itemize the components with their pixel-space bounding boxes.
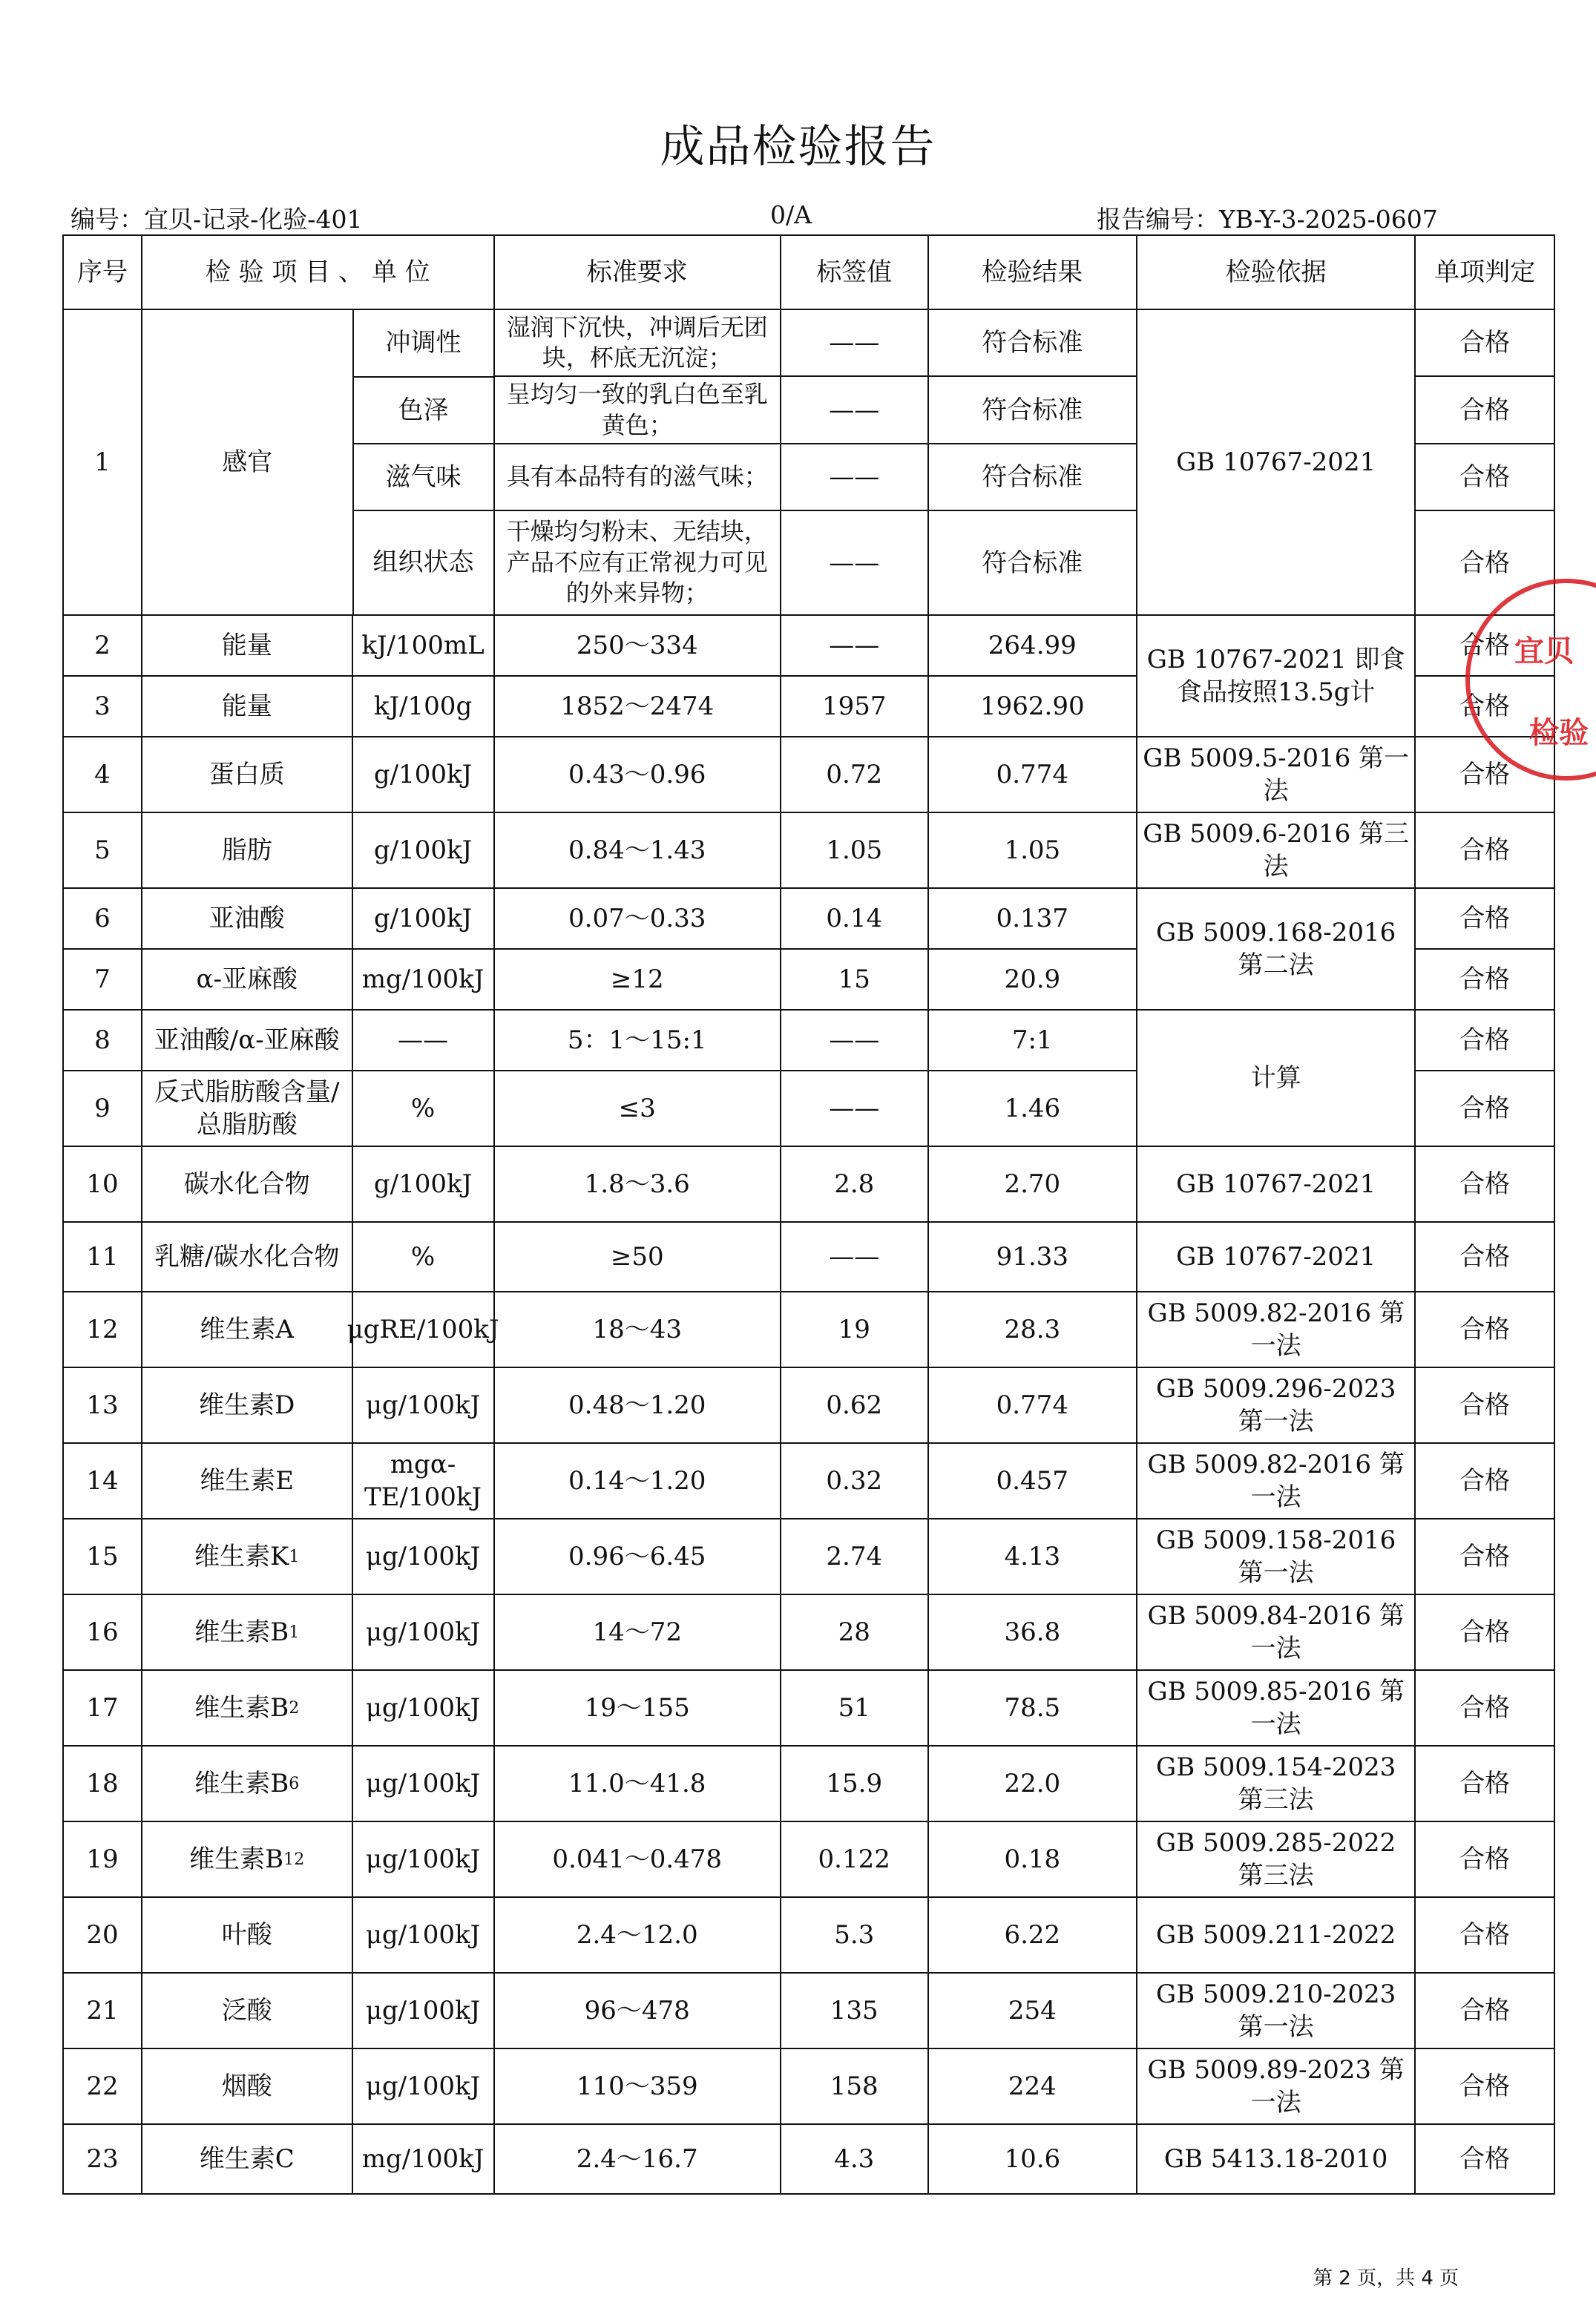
result-cell: 符合标准 xyxy=(928,376,1137,443)
item-unit-cell xyxy=(142,812,494,888)
result-cell: 0.457 xyxy=(928,1443,1137,1519)
label-value-cell: 0.122 xyxy=(781,1821,928,1897)
table-row xyxy=(63,1973,1554,2048)
verdict-cell: 合格 xyxy=(1415,1443,1554,1519)
item-unit-cell xyxy=(142,1670,494,1746)
standard-cell: ≤3 xyxy=(494,1071,781,1146)
basis-cell: GB 5009.84-2016 第一法 xyxy=(1137,1594,1415,1670)
label-value-cell: —— xyxy=(781,444,928,510)
table-row xyxy=(63,1146,1554,1222)
sensory-subtable xyxy=(142,310,493,614)
row-number: 18 xyxy=(63,1746,142,1821)
standard-cell: 0.43～0.96 xyxy=(494,737,781,812)
verdict-cell: 合格 xyxy=(1415,1594,1554,1670)
verdict-cell: 合格 xyxy=(1415,1222,1554,1292)
item-unit: g/100kJ xyxy=(373,759,473,789)
row-number: 16 xyxy=(63,1594,142,1670)
label-value-cell: —— xyxy=(781,1071,928,1146)
item-name xyxy=(142,1292,353,1367)
label-value-cell: —— xyxy=(781,510,928,615)
header-cell: 单项判定 xyxy=(1415,235,1554,309)
result-cell: 1962.90 xyxy=(928,676,1137,737)
result-cell: 4.13 xyxy=(928,1519,1137,1594)
item-unit: μg/100kJ xyxy=(365,1919,481,1950)
item-name-text: 维生素B xyxy=(194,1692,289,1723)
item-unit-cell xyxy=(142,1897,494,1973)
result-cell: 2.70 xyxy=(928,1146,1137,1222)
label-value-cell: 2.74 xyxy=(781,1519,928,1594)
item-name xyxy=(142,677,353,736)
label-value-cell: 4.3 xyxy=(781,2124,928,2194)
verdict-cell: 合格 xyxy=(1415,510,1554,615)
item-unit: —— xyxy=(398,1025,449,1055)
result-cell: 符合标准 xyxy=(928,444,1137,510)
header-cell: 标准要求 xyxy=(494,235,781,309)
record-number: 编号：宜贝-记录-化验-401 xyxy=(70,205,363,234)
verdict-cell: 合格 xyxy=(1415,1519,1554,1594)
item-name-text: 脂肪 xyxy=(221,835,272,865)
item-name-text: α-亚麻酸 xyxy=(196,964,298,994)
basis-cell: GB 10767-2021 xyxy=(1137,309,1415,615)
item-unit: mg/100kJ xyxy=(361,2143,485,2174)
header-cell: 检 验 项 目 、 单 位 xyxy=(142,235,494,309)
basis-cell: GB 5009.211-2022 xyxy=(1137,1897,1415,1973)
version-number: 0/A xyxy=(770,200,812,229)
row-number: 9 xyxy=(63,1071,142,1146)
label-value-cell: 0.62 xyxy=(781,1367,928,1443)
result-cell: 91.33 xyxy=(928,1222,1137,1292)
basis-cell: GB 5009.296-2023 第一法 xyxy=(1137,1367,1415,1443)
item-unit: g/100kJ xyxy=(373,835,473,865)
label-value-cell: 135 xyxy=(781,1973,928,2048)
result-cell: 符合标准 xyxy=(928,309,1137,376)
table-row xyxy=(63,2124,1554,2194)
result-cell: 22.0 xyxy=(928,1746,1137,1821)
item-unit: g/100kJ xyxy=(373,1169,473,1199)
standard-cell: 1.8～3.6 xyxy=(494,1146,781,1222)
verdict-cell: 合格 xyxy=(1415,444,1554,510)
item-unit: μg/100kJ xyxy=(365,1995,481,2025)
standard-cell: 14～72 xyxy=(494,1594,781,1670)
item-unit: μg/100kJ xyxy=(365,1692,481,1723)
row-number: 6 xyxy=(63,888,142,949)
table-row xyxy=(63,1292,1554,1367)
item-unit-cell xyxy=(142,737,494,812)
row-number: 2 xyxy=(63,615,142,676)
result-cell: 0.137 xyxy=(928,888,1137,949)
standard-cell: 5：1～15:1 xyxy=(494,1010,781,1071)
item-name xyxy=(142,2049,353,2123)
row-number: 20 xyxy=(63,1897,142,1973)
verdict-cell: 合格 xyxy=(1415,2124,1554,2194)
standard-cell: 0.14～1.20 xyxy=(494,1443,781,1519)
table-row xyxy=(63,1367,1554,1443)
item-name xyxy=(142,737,353,812)
standard-cell: 2.4～12.0 xyxy=(494,1897,781,1973)
item-name xyxy=(142,1898,353,1972)
verdict-cell: 合格 xyxy=(1415,1897,1554,1973)
item-name: 维生素B 1 xyxy=(142,1595,353,1669)
sensory-subitem: 冲调性 xyxy=(353,310,493,377)
item-unit-cell xyxy=(142,615,494,676)
item-name-text: 维生素D xyxy=(199,1390,295,1420)
item-unit: μg/100kJ xyxy=(365,1541,481,1571)
label-value-cell: 1957 xyxy=(781,676,928,737)
item-unit: μg/100kJ xyxy=(365,2071,481,2101)
table-body xyxy=(63,309,1554,2194)
verdict-cell: 合格 xyxy=(1415,309,1554,376)
label-value-cell: 15 xyxy=(781,949,928,1010)
item-name: 维生素B 12 xyxy=(142,1822,353,1896)
result-cell: 0.18 xyxy=(928,1821,1137,1897)
result-cell: 10.6 xyxy=(928,2124,1137,2194)
table-row xyxy=(63,2048,1554,2124)
label-value-cell: —— xyxy=(781,1010,928,1071)
table-row xyxy=(63,888,1554,949)
item-name: 维生素B 6 xyxy=(142,1747,353,1821)
item-unit: kJ/100mL xyxy=(361,630,485,660)
row-number: 3 xyxy=(63,676,142,737)
item-name-text: 蛋白质 xyxy=(208,759,285,789)
table-row xyxy=(63,737,1554,812)
item-unit-cell xyxy=(142,1519,494,1594)
header-cell: 序号 xyxy=(63,235,142,309)
item-name xyxy=(142,1974,353,2048)
item-name-text: 乳糖/碳水化合物 xyxy=(154,1241,340,1272)
sensory-subitem: 组织状态 xyxy=(372,548,474,578)
table-row xyxy=(63,1443,1554,1519)
standard-cell: 0.07～0.33 xyxy=(494,888,781,949)
standard-cell: 0.84～1.43 xyxy=(494,812,781,888)
standard-cell: 2.4～16.7 xyxy=(494,2124,781,2194)
result-cell: 224 xyxy=(928,2048,1137,2124)
standard-cell: 18～43 xyxy=(494,1292,781,1367)
item-unit: μg/100kJ xyxy=(365,1844,481,1874)
row-number: 8 xyxy=(63,1010,142,1071)
header-cell: 标签值 xyxy=(781,235,928,309)
item-name-text: 维生素B xyxy=(189,1844,284,1874)
report-title: 成品检验报告 xyxy=(660,121,936,173)
row-number: 10 xyxy=(63,1146,142,1222)
basis-cell: GB 5009.285-2022 第三法 xyxy=(1137,1821,1415,1897)
standard-cell: ≥50 xyxy=(494,1222,781,1292)
sensory-subitem: 滋气味 xyxy=(353,444,493,510)
item-name xyxy=(142,813,353,887)
item-unit-cell xyxy=(142,1746,494,1821)
result-cell: 1.46 xyxy=(928,1071,1137,1146)
label-value-cell: —— xyxy=(781,376,928,443)
item-unit-cell xyxy=(142,2124,494,2194)
basis-cell: 计算 xyxy=(1137,1010,1415,1146)
sensory-subrow xyxy=(142,310,493,377)
standard-cell: 19～155 xyxy=(494,1670,781,1746)
verdict-cell: 合格 xyxy=(1415,676,1554,737)
verdict-cell: 合格 xyxy=(1415,1367,1554,1443)
item-unit-cell xyxy=(142,1222,494,1292)
standard-cell: 0.48～1.20 xyxy=(494,1367,781,1443)
row-number: 21 xyxy=(63,1973,142,2048)
row-number: 13 xyxy=(63,1367,142,1443)
verdict-cell: 合格 xyxy=(1415,1670,1554,1746)
item-name-text: 维生素K xyxy=(194,1541,289,1571)
item-unit: μg/100kJ xyxy=(365,1390,481,1420)
result-cell: 20.9 xyxy=(928,949,1137,1010)
table-row xyxy=(63,812,1554,888)
table-row xyxy=(63,1821,1554,1897)
verdict-cell: 合格 xyxy=(1415,888,1554,949)
item-name-text: 烟酸 xyxy=(221,2071,272,2101)
table-row xyxy=(63,1519,1554,1594)
basis-cell: GB 5009.82-2016 第一法 xyxy=(1137,1292,1415,1367)
standard-cell: 250～334 xyxy=(494,615,781,676)
basis-cell: GB 10767-2021 xyxy=(1137,1222,1415,1292)
item-name: 维生素B 2 xyxy=(142,1671,353,1745)
label-value-cell: 1.05 xyxy=(781,812,928,888)
basis-cell: GB 5009.85-2016 第一法 xyxy=(1137,1670,1415,1746)
item-unit-cell xyxy=(142,1010,494,1071)
row-number: 17 xyxy=(63,1670,142,1746)
item-name xyxy=(142,950,353,1009)
item-unit-cell xyxy=(142,888,494,949)
row-number: 5 xyxy=(63,812,142,888)
item-name xyxy=(142,1011,353,1070)
seal-text-top: 宜贝 xyxy=(1514,634,1574,668)
verdict-cell: 合格 xyxy=(1415,737,1554,812)
report-number: 报告编号：YB-Y-3-2025-0607 xyxy=(1097,205,1438,234)
label-value-cell: 0.32 xyxy=(781,1443,928,1519)
result-cell: 0.774 xyxy=(928,1367,1137,1443)
page-number: 第 2 页，共 4 页 xyxy=(1313,2267,1459,2290)
item-unit-cell xyxy=(142,676,494,737)
row-number: 4 xyxy=(63,737,142,812)
result-cell: 符合标准 xyxy=(928,510,1137,615)
table-row xyxy=(63,1746,1554,1821)
basis-cell: GB 5009.168-2016 第二法 xyxy=(1137,888,1415,1010)
item-name xyxy=(142,2125,353,2193)
row-number: 15 xyxy=(63,1519,142,1594)
item-name xyxy=(142,616,353,675)
basis-cell: GB 5009.82-2016 第一法 xyxy=(1137,1443,1415,1519)
item-name-text: 维生素C xyxy=(199,2143,295,2174)
item-name xyxy=(142,1071,353,1146)
item-unit-cell xyxy=(142,949,494,1010)
item-unit: mg/100kJ xyxy=(361,964,485,994)
basis-cell: GB 5009.6-2016 第三法 xyxy=(1137,812,1415,888)
standard-cell: 0.96～6.45 xyxy=(494,1519,781,1594)
item-name-text: 维生素A xyxy=(200,1314,295,1344)
item-unit: μg/100kJ xyxy=(365,1617,481,1647)
verdict-cell: 合格 xyxy=(1415,1292,1554,1367)
verdict-cell: 合格 xyxy=(1415,1973,1554,2048)
basis-cell: GB 10767-2021 xyxy=(1137,1146,1415,1222)
standard-cell: 0.041～0.478 xyxy=(494,1821,781,1897)
item-unit: mgα-TE/100kJ xyxy=(364,1449,482,1512)
standard-cell: 干燥均匀粉末、无结块，产品不应有正常视力可见的外来异物； xyxy=(494,510,781,615)
header-cell: 检验依据 xyxy=(1137,235,1415,309)
item-name-text: 维生素B xyxy=(194,1617,289,1647)
result-cell: 78.5 xyxy=(928,1670,1137,1746)
result-cell: 6.22 xyxy=(928,1897,1137,1973)
item-unit: μg/100kJ xyxy=(365,1768,481,1798)
inspection-table xyxy=(62,234,1555,2195)
label-value-cell: 51 xyxy=(781,1670,928,1746)
item-name xyxy=(142,1223,353,1291)
item-unit-cell xyxy=(142,1292,499,1367)
item-name-text: 维生素E xyxy=(200,1465,295,1496)
row-number: 12 xyxy=(63,1292,142,1367)
item-name xyxy=(142,1147,353,1221)
verdict-cell: 合格 xyxy=(1415,1071,1554,1146)
basis-cell: GB 5009.158-2016 第一法 xyxy=(1137,1519,1415,1594)
header-cell: 检验结果 xyxy=(928,235,1137,309)
item-unit: % xyxy=(410,1241,436,1272)
item-name-text: 亚油酸 xyxy=(208,903,285,933)
label-value-cell: 28 xyxy=(781,1594,928,1670)
standard-cell: 110～359 xyxy=(494,2048,781,2124)
result-cell: 28.3 xyxy=(928,1292,1137,1367)
item-unit: g/100kJ xyxy=(373,903,473,933)
basis-cell: GB 5009.154-2023 第三法 xyxy=(1137,1746,1415,1821)
result-cell: 0.774 xyxy=(928,737,1137,812)
item-name-text: 叶酸 xyxy=(221,1919,272,1950)
item-name xyxy=(142,889,353,948)
item-unit-cell xyxy=(142,1443,494,1519)
table-row xyxy=(63,1594,1554,1670)
standard-cell: 湿润下沉快，冲调后无团块，杯底无沉淀； xyxy=(494,309,781,376)
standard-cell: 1852～2474 xyxy=(494,676,781,737)
label-value-cell: 19 xyxy=(781,1292,928,1367)
table-row xyxy=(63,1897,1554,1973)
label-value-cell: 0.14 xyxy=(781,888,928,949)
item-unit-cell xyxy=(142,1821,494,1897)
table-row xyxy=(63,1222,1554,1292)
item-name-text: 亚油酸/α-亚麻酸 xyxy=(154,1025,340,1055)
basis-cell: GB 5009.89-2023 第一法 xyxy=(1137,2048,1415,2124)
table-row xyxy=(63,309,1554,376)
item-name-text: 碳水化合物 xyxy=(183,1169,310,1199)
item-unit-cell xyxy=(142,2048,494,2124)
standard-cell: 呈均匀一致的乳白色至乳黄色； xyxy=(494,376,781,443)
table-row xyxy=(63,1670,1554,1746)
item-name-text: 能量 xyxy=(221,691,272,721)
basis-cell: GB 5009.210-2023 第一法 xyxy=(1137,1973,1415,2048)
item-unit: % xyxy=(410,1093,436,1123)
row-number: 1 xyxy=(63,309,142,615)
item-name xyxy=(142,1444,353,1518)
row-number: 14 xyxy=(63,1443,142,1519)
verdict-cell: 合格 xyxy=(1415,812,1554,888)
standard-cell: 11.0～41.8 xyxy=(494,1746,781,1821)
item-unit-cell xyxy=(142,1367,494,1443)
item-name-text: 能量 xyxy=(221,630,272,660)
row-number: 11 xyxy=(63,1222,142,1292)
verdict-cell: 合格 xyxy=(1415,2048,1554,2124)
sensory-subitem: 色泽 xyxy=(353,377,493,444)
table-row xyxy=(63,1010,1554,1071)
item-name-text: 维生素B xyxy=(194,1768,289,1798)
item-name xyxy=(142,1368,353,1442)
sensory-name: 感官 xyxy=(142,310,353,614)
item-unit-cell xyxy=(142,1973,494,2048)
row-number: 19 xyxy=(63,1821,142,1897)
standard-cell: 96～478 xyxy=(494,1973,781,2048)
verdict-cell: 合格 xyxy=(1415,949,1554,1010)
label-value-cell: 0.72 xyxy=(781,737,928,812)
verdict-cell: 合格 xyxy=(1415,376,1554,443)
item-name: 维生素K 1 xyxy=(142,1519,353,1594)
label-value-cell: —— xyxy=(781,1222,928,1292)
result-cell: 1.05 xyxy=(928,812,1137,888)
basis-cell: GB 10767-2021 即食食品按照13.5g计 xyxy=(1137,615,1415,737)
label-value-cell: 2.8 xyxy=(781,1146,928,1222)
verdict-cell: 合格 xyxy=(1415,1010,1554,1071)
seal-text-bottom: 检验 xyxy=(1529,716,1589,750)
row-number: 23 xyxy=(63,2124,142,2194)
basis-cell: GB 5413.18-2010 xyxy=(1137,2124,1415,2194)
result-cell: 254 xyxy=(928,1973,1137,2048)
label-value-cell: —— xyxy=(781,615,928,676)
standard-cell: ≥12 xyxy=(494,949,781,1010)
result-cell: 264.99 xyxy=(928,615,1137,676)
standard-cell: 具有本品特有的滋气味； xyxy=(494,444,781,510)
item-unit: μgRE/100kJ xyxy=(347,1314,499,1344)
verdict-cell: 合格 xyxy=(1415,1821,1554,1897)
label-value-cell: 5.3 xyxy=(781,1897,928,1973)
header-row xyxy=(63,235,1554,309)
item-unit: kJ/100g xyxy=(373,691,473,721)
label-value-cell: —— xyxy=(781,309,928,376)
result-cell: 7:1 xyxy=(928,1010,1137,1071)
table-row xyxy=(63,615,1554,676)
item-unit-cell xyxy=(142,1071,494,1146)
basis-cell: GB 5009.5-2016 第一法 xyxy=(1137,737,1415,812)
result-cell: 36.8 xyxy=(928,1594,1137,1670)
verdict-cell: 合格 xyxy=(1415,1746,1554,1821)
item-unit-cell xyxy=(142,1146,494,1222)
verdict-cell: 合格 xyxy=(1415,615,1554,676)
sensory-item-cell xyxy=(142,309,494,615)
row-number: 22 xyxy=(63,2048,142,2124)
item-unit-cell xyxy=(142,1594,494,1670)
item-name-text: 泛酸 xyxy=(221,1995,272,2025)
row-number: 7 xyxy=(63,949,142,1010)
item-name-text: 反式脂肪酸含量/总脂肪酸 xyxy=(154,1077,340,1140)
verdict-cell: 合格 xyxy=(1415,1146,1554,1222)
label-value-cell: 15.9 xyxy=(781,1746,928,1821)
label-value-cell: 158 xyxy=(781,2048,928,2124)
